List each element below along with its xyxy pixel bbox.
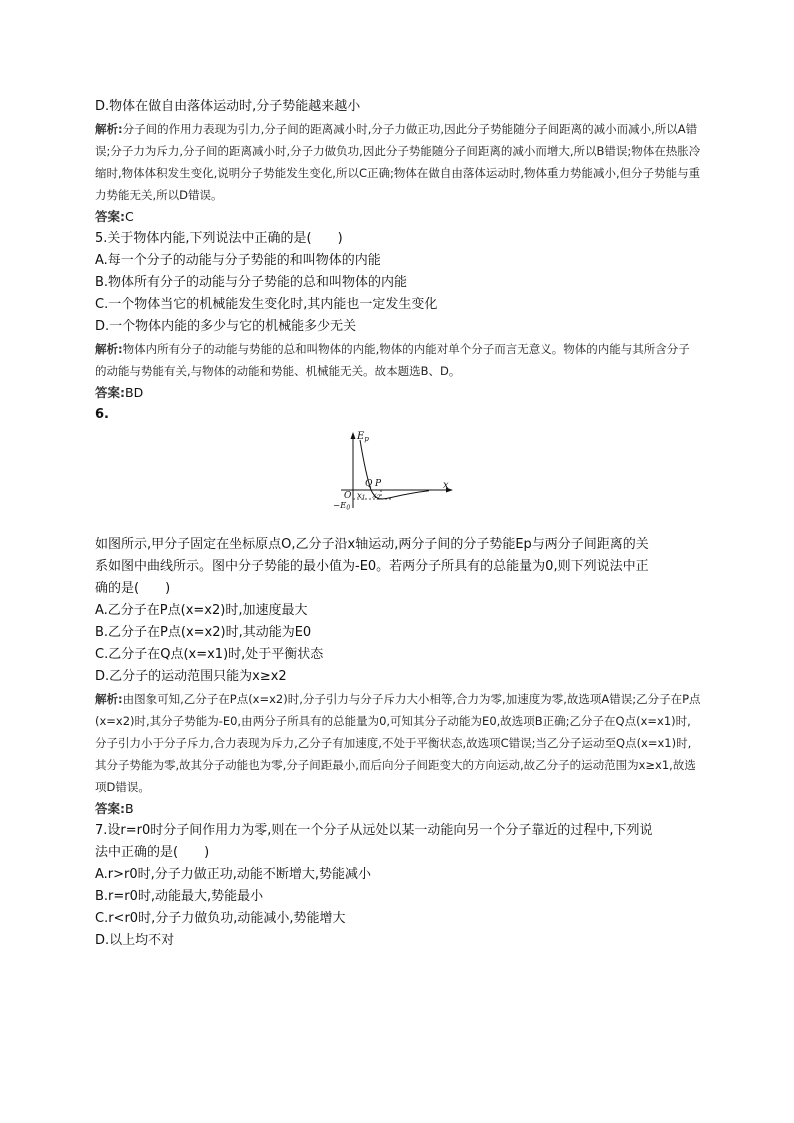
q5-explanation-text: 物体内所有分子的动能与势能的总和叫物体的内能,物体的内能对单个分子而言无意义。物体的内能与其所含分子的动能与势能有关,与物体的动能和势能、机械能无关。故本题选B、D。 <box>95 342 690 378</box>
x2-label: x2 <box>372 491 381 502</box>
q4-explanation-tag: 解析: <box>95 122 123 136</box>
q4-answer <box>95 206 701 228</box>
q7-option-d: D.以上均不对 <box>95 933 175 948</box>
ep-axis-arrow <box>351 432 356 439</box>
p-label: P <box>375 479 382 489</box>
q7-option-a: A.r>r0时,分子力做正功,动能不断增大,势能减小 <box>95 867 372 882</box>
q6-stem-line-2: 系如图中曲线所示。图中分子势能的最小值为-E0。若两分子所具有的总能量为0,则下列说法中正 <box>95 559 649 574</box>
q6-figure <box>95 428 701 528</box>
q6-option-b: B.乙分子在P点(x=x2)时,其动能为E0 <box>95 625 312 640</box>
q4-option-d: D.物体在做自由落体运动时,分子势能越来越小 <box>95 99 361 114</box>
neg-e0-label: −E0 <box>333 501 351 512</box>
q6-stem-line-3: 确的是( ) <box>95 581 171 596</box>
q4-answer-value: C <box>125 209 134 224</box>
q5-stem: 5.关于物体内能,下列说法中正确的是( ) <box>95 231 343 246</box>
x1-label: x1 <box>357 491 366 502</box>
q4-explanation-text: 分子间的作用力表现为引力,分子间的距离减小时,分子力做正功,因此分子势能随分子间距离的减小而减小,所以A错误;分子力为斥力,分子间的距离减小时,分子力做负功,因此分子势能随分子间距离的减小而增大,所以B错误;物体在热胀冷缩时,物体体积发生变化,说明分子势能发生变化,所以C正确;物体在做自由落体运动时,物体重力势能减小,但分子势能与重力势能无关,所以D错误。 <box>95 122 701 202</box>
q4-explanation <box>95 118 701 206</box>
q6-answer-tag: 答案: <box>95 801 125 816</box>
q7-option-b: B.r=r0时,动能最大,势能最小 <box>95 889 264 904</box>
q7-stem-line-2: 法中正确的是( ) <box>95 845 210 860</box>
q6-answer <box>95 798 701 820</box>
page-content <box>95 96 701 952</box>
ep-label: $E_p$ <box>357 431 369 443</box>
origin-label: O <box>344 491 352 501</box>
q5-option-d: D.一个物体内能的多少与它的机械能多少无关 <box>95 319 357 334</box>
q7-option-c: C.r<r0时,分子力做负功,动能减小,势能增大 <box>95 911 346 926</box>
q7-stem-line-1: 7.设r=r0时分子间作用力为零,则在一个分子从远处以某一动能向另一个分子靠近的过程中,下列说 <box>95 823 653 838</box>
q5-option-a: A.每一个分子的动能与分子势能的和叫物体的内能 <box>95 253 381 268</box>
q6-explanation <box>95 688 701 798</box>
q5-answer-value: BD <box>125 385 144 400</box>
q5-option-b: B.物体所有分子的动能与分子势能的总和叫物体的内能 <box>95 275 408 290</box>
q5-option-c: C.一个物体当它的机械能发生变化时,其内能也一定发生变化 <box>95 297 438 312</box>
q5-explanation-tag: 解析: <box>95 342 123 356</box>
q6-option-a: A.乙分子在P点(x=x2)时,加速度最大 <box>95 603 308 618</box>
q6-stem-line-1: 如图所示,甲分子固定在坐标原点O,乙分子沿x轴运动,两分子间的分子势能Ep与两分子间距离的关 <box>95 537 649 552</box>
q5-explanation <box>95 338 701 382</box>
q6-option-c: C.乙分子在Q点(x=x1)时,处于平衡状态 <box>95 647 324 662</box>
x-axis-label: x <box>443 480 449 491</box>
q-label: Q <box>365 479 373 489</box>
potential-energy-graph <box>331 428 461 526</box>
q6-number: 6. <box>95 407 109 422</box>
q4-answer-tag: 答案: <box>95 209 125 224</box>
q5-answer-tag: 答案: <box>95 385 125 400</box>
q6-explanation-tag: 解析: <box>95 692 123 706</box>
q6-explanation-text: 由图象可知,乙分子在P点(x=x2)时,分子引力与分子斥力大小相等,合力为零,加速度为零,故选项A错误;乙分子在P点(x=x2)时,其分子势能为-E0,由两分子所具有的总能量为0,可知其分子动能为E0,故选项B正确;乙分子在Q点(x=x1)时,分子引力小于分子斥力,合力表现为斥力,乙分子有加速度,不处于平衡状态,故选项C错误;当乙分子运动至Q点(x=x1)时,其分子势能为零,故其分子动能也为零,分子间距最小,而后向分子间距变大的方向运动,故乙分子的运动范围为x≥x1,故选项D错误。 <box>95 692 701 794</box>
q6-option-d: D.乙分子的运动范围只能为x≥x2 <box>95 669 287 684</box>
q6-answer-value: B <box>125 801 134 816</box>
q5-answer <box>95 382 701 404</box>
